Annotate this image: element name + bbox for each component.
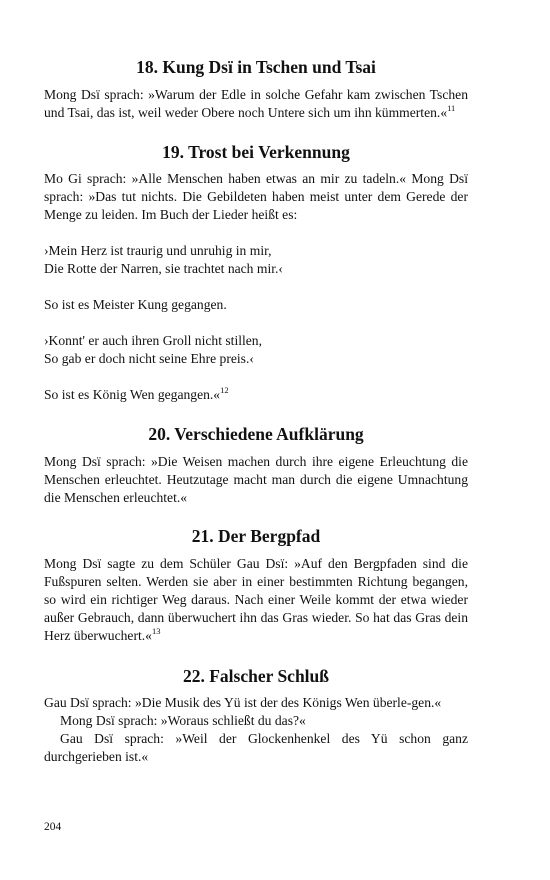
section-paragraph: So ist es Meister Kung gegangen. [44,297,227,312]
footnote-marker: 11 [447,103,456,113]
section-paragraph: Mo Gi sprach: »Alle Menschen haben etwas an mir zu tadeln.« Mong Dsï sprach: »Das tut nichts. Die Gebildeten haben meist unter dem Gerede der Menge zu leiden. Im Buch der Lieder heißt es: [44,171,468,222]
verse-line: Die Rotte der Narren, sie trachtet nach mir.‹ [44,261,283,276]
section-heading: 20. Verschiedene Aufklärung [148,424,364,444]
section-paragraph [44,386,468,404]
paragraph-text: So ist es König Wen gegangen.« [44,387,221,402]
section-paragraph [44,555,468,645]
section-paragraph: Gau Dsï sprach: »Die Musik des Yü ist der des Königs Wen überle-gen.« [44,695,442,710]
section-paragraph: Mong Dsï sprach: »Die Weisen machen durch ihre eigene Erleuchtung die Menschen erleuchtet. Heutzutage macht man durch die eigene Umnachtung die Menschen erleuchtet.« [44,454,468,505]
section-paragraph: Gau Dsï sprach: »Weil der Glockenhenkel des Yü schon ganz durchgerieben ist.« [44,731,468,764]
verse-block [44,242,468,278]
paragraph-text: Mong Dsï sprach: »Warum der Edle in solche Gefahr kam zwischen Tschen und Tsai, das ist, weil weder Obere noch Untere sich um ihn kümmerten.« [44,87,468,120]
footnote-marker: 13 [151,626,161,636]
footnote-marker: 12 [220,385,229,395]
verse-line: ›Konnt' er auch ihren Groll nicht stillen, [44,333,263,348]
paragraph-text: Mong Dsï sagte zu dem Schüler Gau Dsï: »Auf den Bergpfaden sind die Fußspuren selten. Werden sie aber in einer bestimmten Richtung begangen, so wird ein richtiger Weg daraus. Nach einer Weile kommt der etwa wieder außer Gebrauch, dann überwuchert ihn das Gras wieder. So hat das Gras dein Herz überwuchert.« [44,556,468,643]
section-heading: 19. Trost bei Verkennung [162,142,350,162]
section-heading: 22. Falscher Schluß [182,666,329,686]
section-paragraph [44,86,468,122]
section-heading: 18. Kung Dsï in Tschen und Tsai [136,57,376,77]
section-heading: 21. Der Bergpfad [191,526,321,546]
page-number: 204 [44,821,62,833]
verse-line: So gab er doch nicht seine Ehre preis.‹ [44,351,254,366]
page-body [44,52,468,766]
verse-block [44,332,468,368]
verse-line: ›Mein Herz ist traurig und unruhig in mir, [44,243,272,258]
section-paragraph: Mong Dsï sprach: »Woraus schließt du das?« [60,713,306,728]
